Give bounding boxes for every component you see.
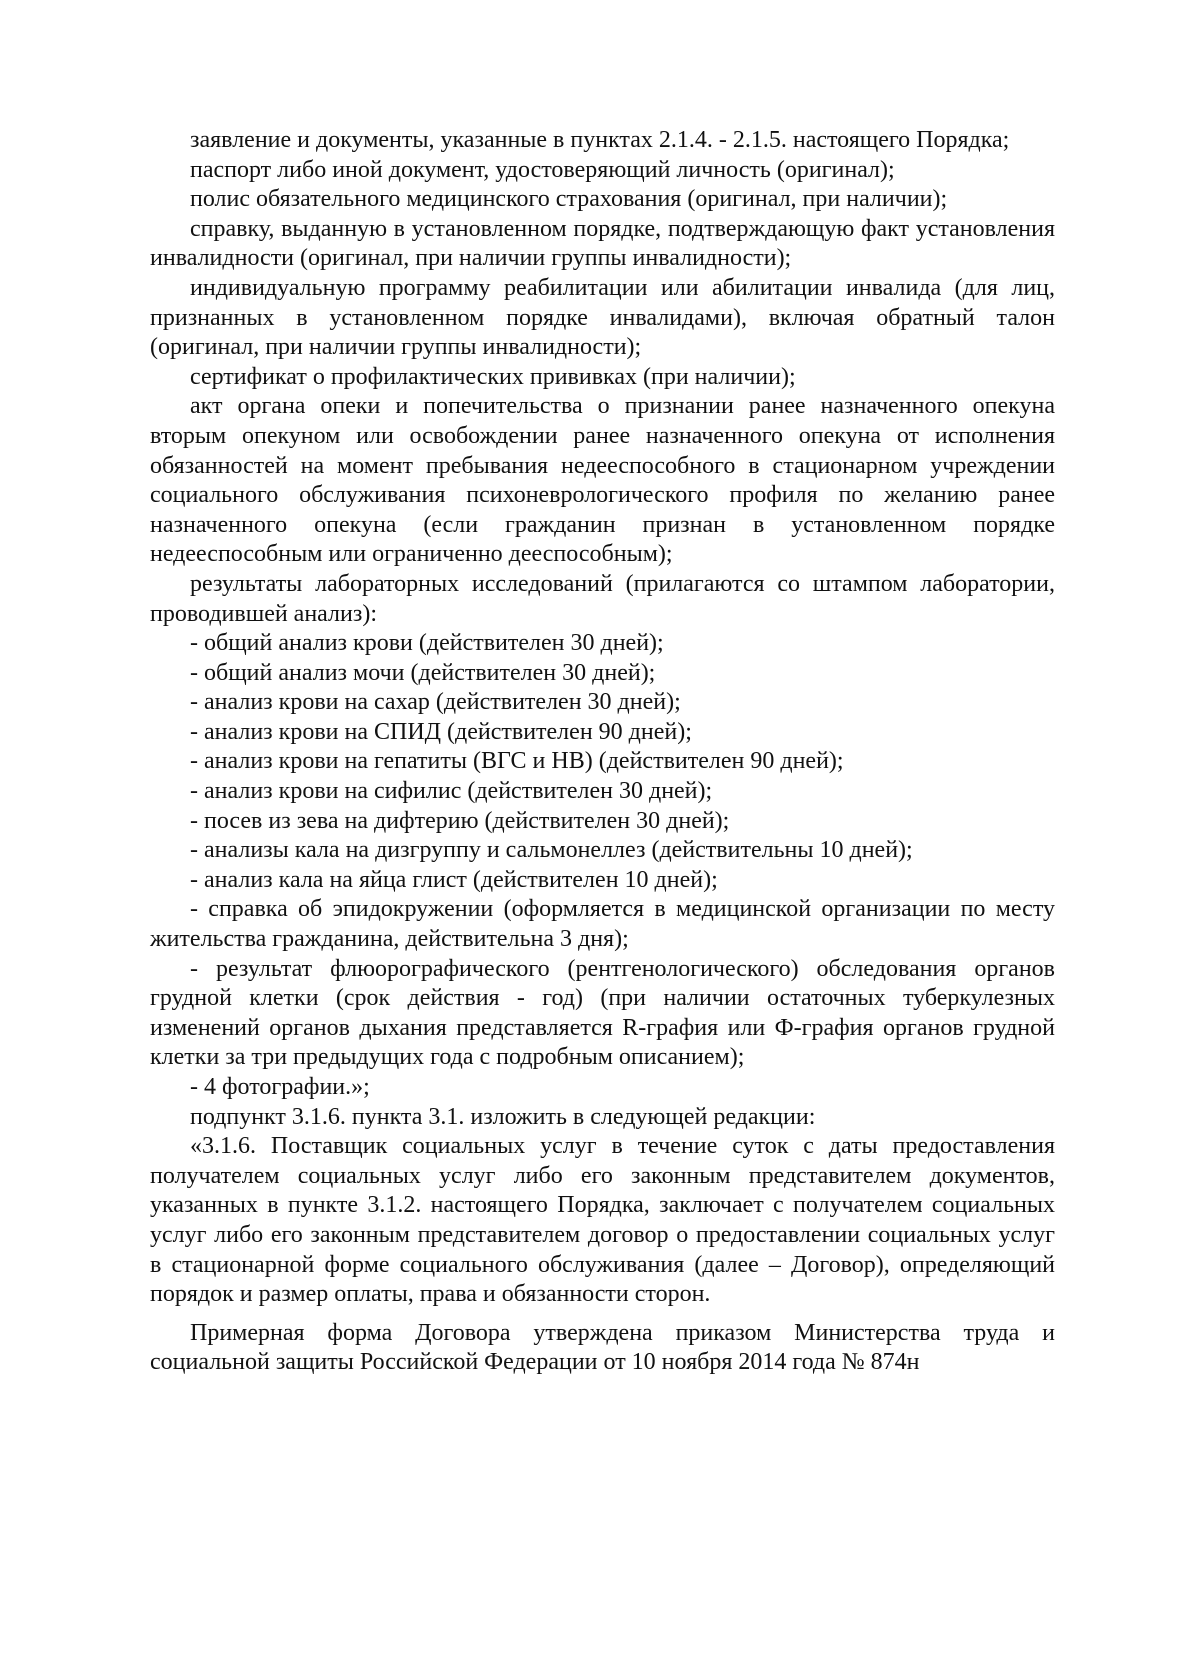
- list-item-hepatitis-test: - анализ крови на гепатиты (ВГС и НВ) (действителен 90 дней);: [190, 748, 844, 775]
- paragraph-lab-results: результаты лабораторных исследований (прилагаются со штампом лаборатории, проводившей анализ):: [150, 570, 1055, 627]
- paragraph-insurance-policy: полис обязательного медицинского страхования (оригинал, при наличии);: [190, 186, 948, 213]
- list-item-hiv-test: - анализ крови на СПИД (действителен 90 дней);: [190, 718, 692, 745]
- list-item-syphilis-test: - анализ крови на сифилис (действителен 30 дней);: [190, 778, 713, 805]
- list-item-photos: - 4 фотографии.»;: [190, 1074, 370, 1100]
- paragraph-clause-3-1-6: «3.1.6. Поставщик социальных услуг в течение суток с даты предоставления получателем социальных услуг либо его законным представителем документов, указанных в пункте 3.1.2. настоящего Порядка, заключает с получателем социальных услуг либо его законным представителем договор о предоставлении социальных услуг в стационарной форме социального обслуживания (далее – Договор), определяющий порядок и размер оплаты, права и обязанности сторон.: [150, 1133, 1055, 1308]
- paragraph-contract-form: Примерная форма Договора утверждена приказом Министерства труда и социальной защиты Российской Федерации от 10 ноября 2014 года № 874н: [150, 1319, 1055, 1376]
- list-item-helminth-test: - анализ кала на яйца глист (действителен 10 дней);: [190, 866, 718, 893]
- paragraph-guardianship-act: акт органа опеки и попечительства о признании ранее назначенного опекуна вторым опекуном или освобождении ранее назначенного опекуна от исполнения обязанностей на момент пребывания недееспособного в стационарном учреждении социального обслуживания психоневрологического профиля по желанию ранее назначенного опекуна (если гражданин признан в установленном порядке недееспособным или ограниченно дееспособным);: [150, 393, 1055, 568]
- document-body: [150, 126, 1055, 1378]
- paragraph-disability-certificate: справку, выданную в установленном порядке, подтверждающую факт установления инвалидности (оригинал, при наличии группы инвалидности);: [150, 215, 1055, 272]
- paragraph-passport: паспорт либо иной документ, удостоверяющий личность (оригинал);: [190, 156, 895, 183]
- list-item-epidemic-certificate: - справка об эпидокружении (оформляется в медицинской организации по месту жительства гражданина, действительна 3 дня);: [150, 896, 1055, 953]
- list-item-fluorography: - результат флюорографического (рентгенологического) обследования органов грудной клетки (срок действия - год) (при наличии остаточных туберкулезных изменений органов дыхания представляется R-графия или Ф-графия органов грудной клетки за три предыдущих года с подробным описанием);: [150, 955, 1055, 1071]
- paragraph-vaccination-certificate: сертификат о профилактических прививках (при наличии);: [190, 363, 796, 390]
- paragraph-rehabilitation-program: индивидуальную программу реабилитации или абилитации инвалида (для лиц, признанных в установленном порядке инвалидами), включая обратный талон (оригинал, при наличии группы инвалидности);: [150, 274, 1055, 361]
- list-item-urine-test: - общий анализ мочи (действителен 30 дней);: [190, 659, 656, 686]
- list-item-diphtheria-swab: - посев из зева на дифтерию (действителен 30 дней);: [190, 807, 730, 834]
- list-item-blood-sugar: - анализ крови на сахар (действителен 30 дней);: [190, 689, 681, 716]
- paragraph-subclause-amendment: подпункт 3.1.6. пункта 3.1. изложить в следующей редакции:: [190, 1103, 816, 1130]
- paragraph-application: заявление и документы, указанные в пунктах 2.1.4. - 2.1.5. настоящего Порядка;: [190, 127, 1010, 153]
- list-item-blood-test: - общий анализ крови (действителен 30 дней);: [190, 630, 664, 657]
- list-item-stool-test: - анализы кала на дизгруппу и сальмонеллез (действительны 10 дней);: [190, 837, 913, 864]
